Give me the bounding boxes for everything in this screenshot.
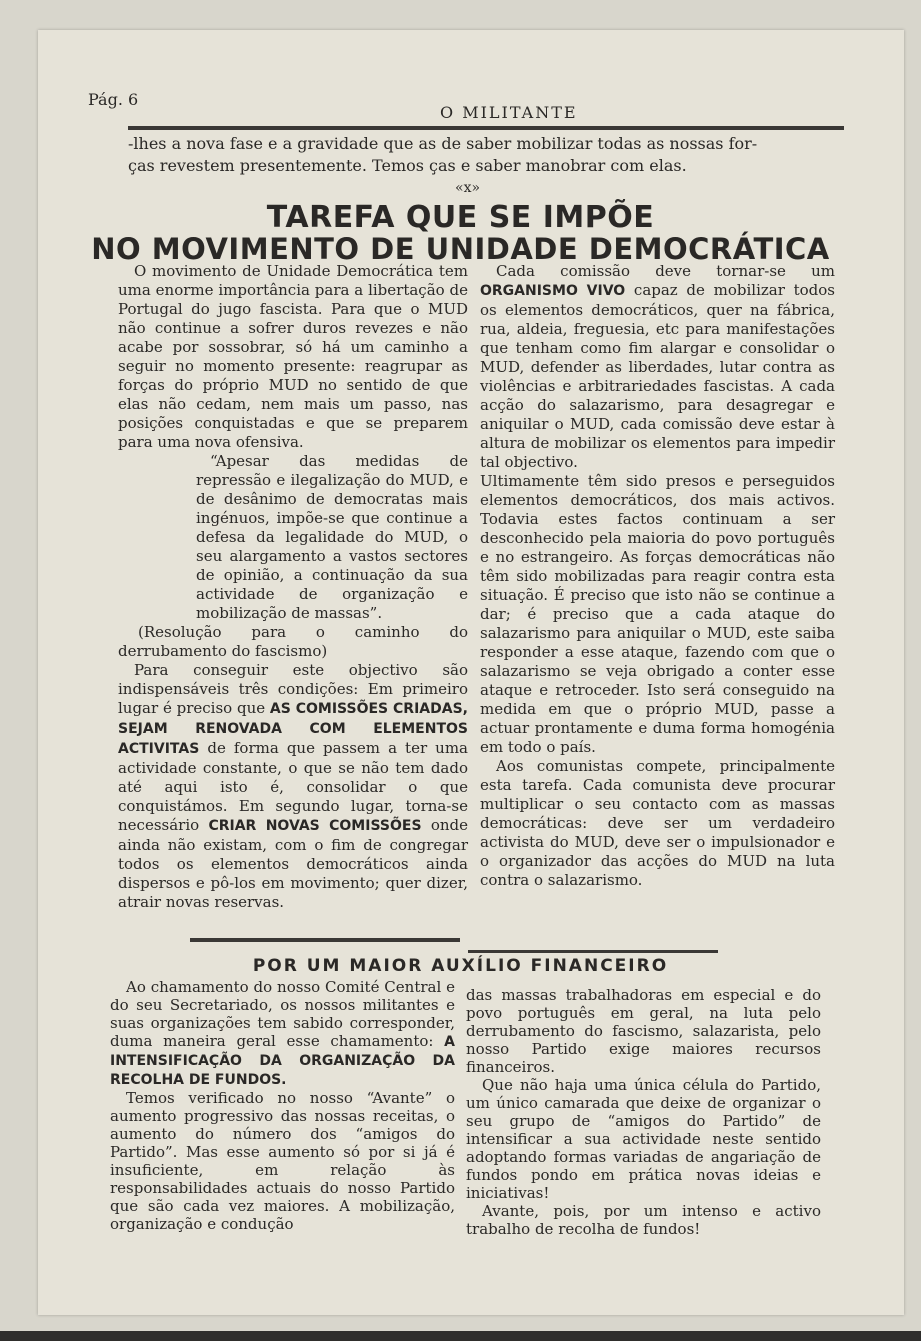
article-quote: “Apesar das medidas de repressão e ilegalização do MUD, e de desânimo de democratas mais ingénuos, impõe-se que continue a defesa da legalidade do MUD, o seu alargamento a vastos sectores de opinião, a continuação da sua actividade de organização e mobilização de massas”. xyxy=(196,452,468,622)
article2-left-column xyxy=(110,978,455,1233)
article-title-line-1: TAREFA QUE SE IMPÕE xyxy=(266,200,655,235)
article-paragraph: Avante, pois, por um intenso e activo trabalho de recolha de fundos! xyxy=(466,1202,821,1238)
article-paragraph xyxy=(110,978,455,1089)
article-paragraph: Aos comunistas compete, principalmente esta tarefa. Cada comunista deve procurar multiplicar o seu contacto com as massas democráticas: deve ser um verdadeiro activista do MUD, deve ser o impulsionador e o organizador das acções do MUD na luta contra o salazarismo. xyxy=(480,757,835,889)
header-rule xyxy=(128,126,844,130)
newspaper-title: O MILITANTE xyxy=(440,103,578,122)
page-number: Pág. 6 xyxy=(88,90,139,109)
quote-reference: (Resolução para o caminho do derrubamento do fascismo) xyxy=(118,623,468,660)
section-rule-left xyxy=(190,938,460,942)
article-paragraph: O movimento de Unidade Democrática tem uma enorme importância para a libertação de Portugal do jugo fascista. Para que o MUD não continue a sofrer duros revezes e não acabe por sossobrar, só há um caminho a seguir no momento presente: reagrupar as forças do próprio MUD no sentido de que elas não cedam, nem mais um passo, nas posições conquistadas e que se preparem para uma nova ofensiva. xyxy=(118,262,468,451)
text-run: Para conseguir este objectivo são indispensáveis três condições: Em primeiro lugar é preciso que xyxy=(118,661,468,717)
text-run: capaz de mobilizar todos os elementos democráticos, quer na fábrica, rua, aldeia, freguesia, etc para manifestações que tenham como fim alargar e consolidar o MUD, defender as liberdades, lutar contra as violências e arbitrariedades fascistas. A cada acção do salazarismo, para desagregar e aniquilar o MUD, cada comissão deve estar à altura de mobilizar os elementos para impedir tal objectivo. xyxy=(480,281,835,471)
section-separator: «x» xyxy=(455,180,481,196)
continuation-line-2: ças revestem presentemente. Temos ças e saber manobrar com elas. xyxy=(128,156,687,175)
article-title-line-2: NO MOVIMENTO DE UNIDADE DEMOCRÁTICA xyxy=(91,232,830,266)
text-run: Ao chamamento do nosso Comité Central e do seu Secretariado, os nossos militantes e suas organizações tem sabido corresponder, duma maneira geral esse chamamento: xyxy=(110,978,455,1050)
emphasis-text: AS COMISSÕES CRIADAS, SEJAM RENOVADA COM ELEMENTOS ACTIVITAS xyxy=(118,701,468,757)
article-paragraph xyxy=(480,262,835,472)
text-run: de forma que passem a ter uma actividade constante, o que se não tem dado até aqui isto é, consolidar o que conquistámos. Em segundo lugar, torna-se necessário xyxy=(118,739,468,834)
article-paragraph: das massas trabalhadoras em especial e do povo português em geral, na luta pelo derrubamento do fascismo, salazarista, pelo nosso Partido exige maiores recursos financeiros. xyxy=(466,986,821,1076)
article-right-column xyxy=(480,262,835,890)
continuation-line-1: -lhes a nova fase e a gravidade que as de saber mobilizar todas as nossas for- xyxy=(128,134,758,153)
emphasis-text: ORGANISMO VIVO xyxy=(480,283,626,299)
text-run: onde ainda não existam, com o fim de congregar todos os elementos democráticos ainda dispersos e pô-los em movimento; quer dizer, atrair novas reservas. xyxy=(118,816,468,911)
section-rule-right xyxy=(468,950,718,953)
article-paragraph: Temos verificado no nosso “Avante” o aumento progressivo das nossas receitas, o aumento do número dos “amigos do Partido”. Mas esse aumento só por si já é insuficiente, em relação às responsabilidades actuais do nosso Partido que são cada vez maiores. A mobilização, organização e condução xyxy=(110,1089,455,1233)
emphasis-text: CRIAR NOVAS COMISSÕES xyxy=(208,818,422,834)
article-title-2: POR UM MAIOR AUXÍLIO FINANCEIRO xyxy=(252,956,669,976)
text-run: Cada comissão deve tornar-se um xyxy=(496,262,835,280)
article-paragraph: Ultimamente têm sido presos e perseguidos elementos democráticos, dos mais activos. Todavia estes factos continuam a ser desconhecido pela maioria do povo português e no estrangeiro. As forças democráticas não têm sido mobilizadas para reagir contra esta situação. É preciso que isto não se continue a dar; é preciso que a cada ataque do salazarismo para aniquilar o MUD, este saiba responder a esse ataque, fazendo com que o salazarismo se veja obrigado a conter esse ataque e retroceder. Isto será conseguido na medida em que o próprio MUD, passe a actuar prontamente e duma forma homogénia em todo o país. xyxy=(480,472,835,756)
article2-right-column xyxy=(466,986,821,1238)
article-paragraph xyxy=(118,661,468,912)
article-left-column xyxy=(118,262,468,912)
emphasis-text: A INTENSIFICAÇÃO DA ORGANIZAÇÃO DA RECOLHA DE FUNDOS. xyxy=(110,1034,455,1088)
article-paragraph: Que não haja uma única célula do Partido, um único camarada que deixe de organizar o seu grupo de “amigos do Partido” de intensificar a sua actividade neste sentido adoptando formas variadas de angariação de fundos pondo em prática novas ideias e iniciativas! xyxy=(466,1076,821,1202)
scan-edge xyxy=(0,1331,921,1341)
